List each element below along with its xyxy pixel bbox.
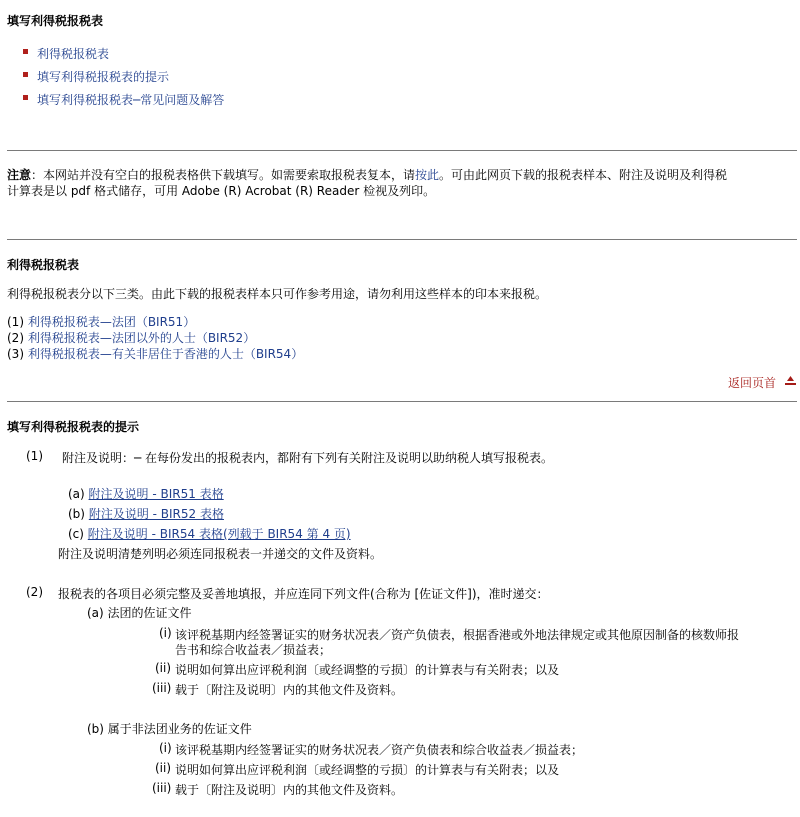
notes-item-number: (c) [68,527,84,541]
notice-line-1 [7,166,727,183]
form-item-bir51 [7,313,195,330]
bullet-icon [23,49,28,54]
form-link-bir52[interactable]: 利得税报税表—法团以外的人士（BIR52） [27,331,256,345]
notes-item-number: (a) [68,487,85,501]
docs-b-iii-text: 载于〔附注及说明〕内的其他文件及资料。 [175,783,404,797]
form-item-number: (1) [7,315,28,329]
form-link-bir54[interactable]: 利得税报税表—有关非居住于香港的人士（BIR54） [27,347,304,361]
notes-link-bir52[interactable]: 附注及说明 - BIR52 表格 [88,507,224,521]
form-item-number: (2) [7,331,28,345]
notes-item-b [68,505,224,522]
tip-1-text: 附注及说明：─ 在每份发出的报税表内，都附有下列有关附注及说明以助纳税人填写报税表。 [62,451,554,465]
docs-a-ii-text: 说明如何算出应评税利润〔或经调整的亏损〕的计算表与有关附表；以及 [175,663,560,677]
link-faq[interactable]: 填写利得税报税表─常见问题及解答 [37,93,225,107]
bullet-icon [23,72,28,77]
notes-footer: 附注及说明清楚列明必须连同报税表一并递交的文件及资料。 [58,547,383,561]
notice-line-2: 计算表是以 pdf 格式储存，可用 Adobe (R) Acrobat (R) Reader 检视及列印。 [7,184,436,198]
section-title-tips: 填写利得税报税表的提示 [7,420,140,434]
link-profits-tax-return[interactable]: 利得税报税表 [37,47,110,61]
notes-link-bir51[interactable]: 附注及说明 - BIR51 表格 [88,487,224,501]
page-title: 填写利得税报税表 [7,14,104,28]
notice-text: 。可由此网页下载的报税表样本、附注及说明及利得税 [439,168,728,182]
back-to-top-icon[interactable] [785,376,796,385]
tip-2-number: (2) [26,585,43,599]
form-link-bir51[interactable]: 利得税报税表—法团（BIR51） [27,315,196,329]
request-copy-link[interactable]: 按此 [415,168,440,182]
docs-b-i-text: 该评税基期内经签署证实的财务状况表／资产负债表和综合收益表／损益表； [175,743,584,757]
docs-b-label: (b) 属于非法团业务的佐证文件 [87,722,252,736]
docs-b-i-number: (i) [159,741,172,755]
notes-item-c [68,525,351,542]
notes-item-a [68,485,224,502]
docs-b-ii-number: (ii) [155,761,172,775]
tip-2-text: 报税表的各项目必须完整及妥善地填报，并应连同下列文件(合称为 [佐证文件])，准时递交： [58,587,549,601]
notice-label: 注意 [7,168,32,182]
form-item-bir54 [7,345,303,362]
bullet-icon [23,95,28,100]
forms-intro: 利得税报税表分以下三类。由此下载的报税表样本只可作参考用途，请勿利用这些样本的印本来报税。 [7,287,548,301]
docs-a-iii-number: (iii) [152,681,172,695]
notice-text: ：本网站并没有空白的报税表格供下载填写。如需要索取报税表复本，请 [31,168,416,182]
link-filling-tips[interactable]: 填写利得税报税表的提示 [37,70,170,84]
docs-a-i-text: 该评税基期内经签署证实的财务状况表／资产负债表，根据香港或外地法律规定或其他原因制备的核数师报 [175,628,740,642]
docs-a-ii-number: (ii) [155,661,172,675]
docs-b-ii-text: 说明如何算出应评税利润〔或经调整的亏损〕的计算表与有关附表；以及 [175,763,560,777]
divider [7,150,797,151]
docs-a-iii-text: 载于〔附注及说明〕内的其他文件及资料。 [175,683,404,697]
docs-a-i-text-cont: 告书和综合收益表／损益表； [175,643,332,657]
section-title-forms: 利得税报税表 [7,258,80,272]
form-item-bir52 [7,329,255,346]
divider [7,239,797,240]
back-to-top-link[interactable]: 返回页首 [728,376,777,390]
form-item-number: (3) [7,347,28,361]
docs-a-label: (a) 法团的佐证文件 [87,606,192,620]
docs-b-iii-number: (iii) [152,781,172,795]
docs-a-i-number: (i) [159,626,172,640]
tip-1-number: (1) [26,449,43,463]
notes-item-number: (b) [68,507,85,521]
divider [7,401,797,402]
notes-link-bir54[interactable]: 附注及说明 - BIR54 表格(列载于 BIR54 第 4 页) [87,527,351,541]
